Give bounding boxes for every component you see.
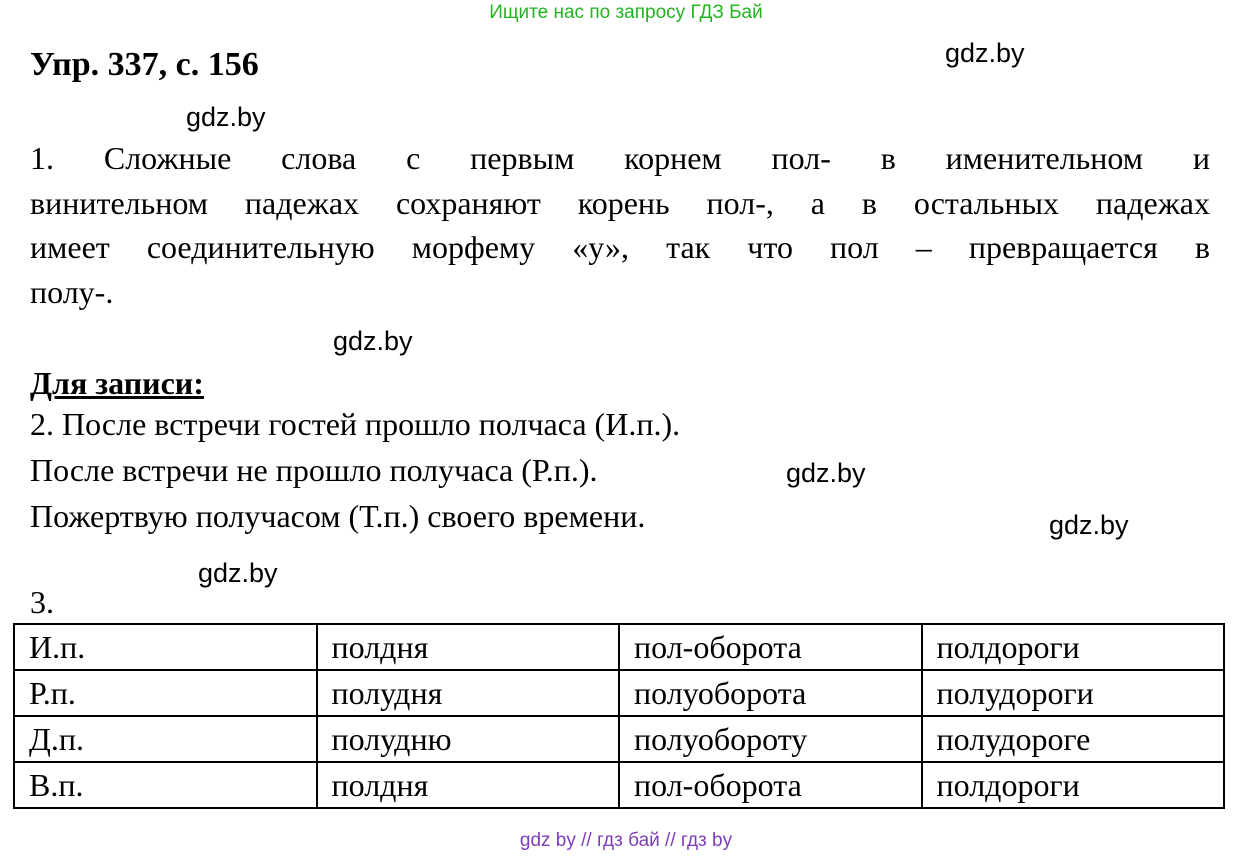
footer-links[interactable]: gdz by // гдз бай // гдз by (519, 830, 733, 851)
table-cell: полудню (317, 716, 620, 762)
paragraph-line: 1. Сложные слова с первым корнем пол- в именительном и (30, 140, 1210, 176)
table-cell: полудороге (922, 716, 1225, 762)
paragraph-line: винительном падежах сохраняют корень пол-, а в остальных падежах (30, 184, 1210, 221)
table-cell: Д.п. (14, 716, 317, 762)
watermark: gdz.by (786, 458, 866, 488)
table-cell: пол-оборота (619, 762, 922, 808)
exercise-title: Упр. 337, с. 156 (30, 46, 259, 83)
table-cell: В.п. (14, 762, 317, 808)
paragraph-line: полу-. (30, 273, 114, 310)
table-cell: И.п. (14, 624, 317, 670)
sentence: После встречи не прошло получаса (Р.п.). (30, 452, 598, 488)
item-number: 3. (30, 584, 54, 620)
table-row (14, 624, 1224, 670)
table-cell: пол-оборота (619, 624, 922, 670)
case-forms-table (13, 623, 1225, 809)
top-banner[interactable]: Ищите нас по запросу ГДЗ Бай (489, 2, 763, 23)
table-cell: Р.п. (14, 670, 317, 716)
watermark: gdz.by (198, 558, 278, 588)
watermark: gdz.by (1049, 510, 1129, 540)
rule-paragraph (30, 136, 1210, 314)
table-cell: полудня (317, 670, 620, 716)
table-row (14, 670, 1224, 716)
table-cell: полдня (317, 762, 620, 808)
table-cell: полуобороту (619, 716, 922, 762)
table-row (14, 716, 1224, 762)
table-cell: полдороги (922, 762, 1225, 808)
section-heading: Для записи: (30, 365, 204, 401)
sentence: 2. После встречи гостей прошло полчаса (И.п.). (30, 406, 681, 442)
table-cell: полуоборота (619, 670, 922, 716)
table-row (14, 762, 1224, 808)
table-cell: полдня (317, 624, 620, 670)
watermark: gdz.by (186, 102, 266, 132)
table-cell: полдороги (922, 624, 1225, 670)
watermark: gdz.by (945, 38, 1025, 68)
paragraph-line: имеет соединительную морфему «у», так что пол – превращается в (30, 229, 1210, 265)
watermark: gdz.by (333, 326, 413, 356)
sentence: Пожертвую получасом (Т.п.) своего времени. (30, 498, 646, 534)
table-cell: полудороги (922, 670, 1225, 716)
